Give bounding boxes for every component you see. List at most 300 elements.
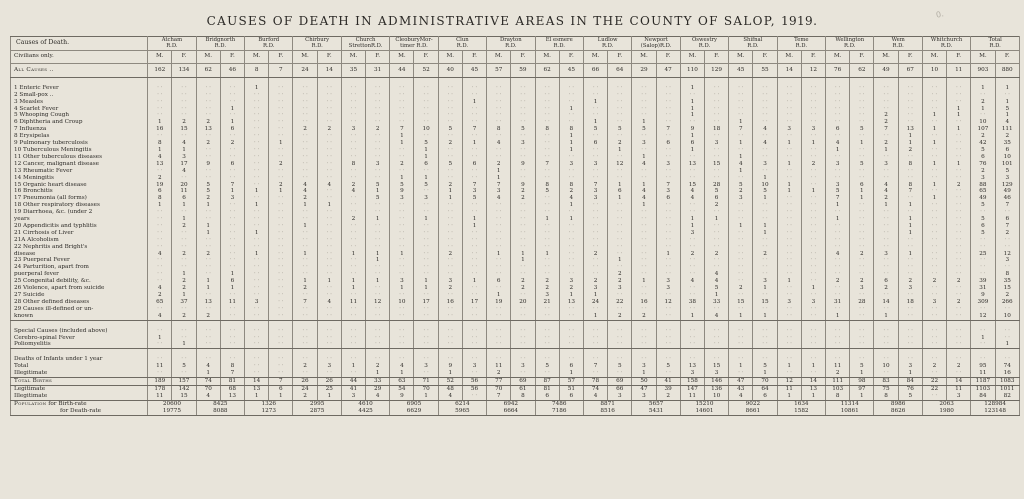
table-cell: 107 bbox=[971, 126, 995, 133]
table-cell: · · bbox=[874, 244, 898, 251]
table-cell: · · bbox=[317, 230, 341, 237]
table-cell: 5 bbox=[850, 363, 874, 370]
cause-label bbox=[11, 349, 148, 357]
table-cell: · · bbox=[148, 370, 172, 377]
table-cell: · · bbox=[317, 175, 341, 182]
table-cell: · · bbox=[777, 133, 801, 140]
table-cell bbox=[269, 320, 293, 328]
table-cell: · · bbox=[487, 264, 511, 271]
table-cell: · · bbox=[245, 244, 269, 251]
table-cell: · · bbox=[632, 237, 656, 244]
table-cell: · · bbox=[148, 341, 172, 348]
table-cell: 42 bbox=[971, 140, 995, 147]
table-cell: 2 bbox=[801, 161, 825, 168]
table-cell: · · bbox=[874, 209, 898, 216]
table-cell: 4 bbox=[680, 195, 704, 202]
male-header: M. bbox=[729, 50, 753, 63]
table-cell: · · bbox=[608, 244, 632, 251]
table-cell: 14 bbox=[947, 378, 971, 386]
table-cell: · · bbox=[704, 264, 728, 271]
table-cell: 3 bbox=[947, 393, 971, 400]
cause-label: All Causes .. bbox=[11, 63, 148, 77]
table-cell: 1 bbox=[559, 133, 583, 140]
table-cell: · · bbox=[220, 244, 244, 251]
table-cell: · · bbox=[511, 370, 535, 377]
table-cell: 2 bbox=[971, 168, 995, 175]
table-cell: 22 bbox=[922, 385, 946, 392]
population-row-deaths bbox=[11, 408, 1020, 415]
table-cell: · · bbox=[341, 341, 365, 348]
table-cell: · · bbox=[947, 313, 971, 320]
table-cell: 95 bbox=[971, 363, 995, 370]
table-cell: · · bbox=[826, 341, 850, 348]
table-cell: · · bbox=[559, 335, 583, 342]
table-cell: · · bbox=[971, 356, 995, 363]
table-cell: · · bbox=[632, 168, 656, 175]
table-cell: · · bbox=[704, 106, 728, 113]
table-cell: 5 bbox=[753, 188, 777, 195]
table-cell: 129 bbox=[704, 63, 728, 77]
table-cell: 3 bbox=[680, 230, 704, 237]
table-cell: · · bbox=[414, 313, 438, 320]
female-header: F. bbox=[559, 50, 583, 63]
table-cell: · · bbox=[220, 257, 244, 264]
table-cell: 7 bbox=[898, 188, 922, 195]
table-cell: 1 bbox=[511, 257, 535, 264]
table-cell: 4 bbox=[172, 168, 196, 175]
table-cell: 1 bbox=[293, 278, 317, 285]
table-cell: · · bbox=[559, 92, 583, 99]
table-cell: 1 bbox=[801, 393, 825, 400]
table-cell: 24 bbox=[293, 63, 317, 77]
district-header: Wellington R.D. bbox=[826, 37, 874, 51]
table-cell: 1 bbox=[826, 147, 850, 154]
table-cell: · · bbox=[293, 140, 317, 147]
table-cell: · · bbox=[729, 106, 753, 113]
table-cell: · · bbox=[317, 356, 341, 363]
table-cell: · · bbox=[704, 112, 728, 119]
male-header: M. bbox=[971, 50, 995, 63]
table-cell: 51 bbox=[559, 385, 583, 392]
table-cell: · · bbox=[535, 271, 559, 278]
table-cell: · · bbox=[269, 264, 293, 271]
table-cell: 1 bbox=[632, 154, 656, 161]
table-cell bbox=[874, 77, 898, 85]
table-cell: 5 bbox=[632, 126, 656, 133]
table-cell: 57 bbox=[559, 378, 583, 386]
table-cell bbox=[511, 77, 535, 85]
table-cell: · · bbox=[317, 92, 341, 99]
table-cell: 4 bbox=[680, 188, 704, 195]
table-cell: 1 bbox=[269, 140, 293, 147]
table-cell: · · bbox=[801, 209, 825, 216]
female-header: F. bbox=[753, 50, 777, 63]
infant-row bbox=[11, 363, 1020, 370]
table-cell: 1 bbox=[172, 147, 196, 154]
table-cell: · · bbox=[947, 223, 971, 230]
male-header: M. bbox=[487, 50, 511, 63]
table-cell: · · bbox=[535, 106, 559, 113]
table-cell: · · bbox=[366, 209, 390, 216]
table-cell: 2 bbox=[172, 119, 196, 126]
table-cell: 5 bbox=[995, 106, 1020, 113]
cause-label bbox=[11, 77, 148, 85]
table-cell: · · bbox=[729, 251, 753, 258]
population-cell: 6629 bbox=[390, 408, 438, 415]
table-cell: 56 bbox=[462, 385, 486, 392]
table-cell: · · bbox=[971, 341, 995, 348]
table-cell: 15 bbox=[753, 299, 777, 306]
table-cell: 4 bbox=[559, 195, 583, 202]
table-cell: · · bbox=[583, 244, 607, 251]
table-cell bbox=[317, 77, 341, 85]
table-cell: · · bbox=[583, 209, 607, 216]
table-cell: · · bbox=[317, 168, 341, 175]
table-cell: · · bbox=[269, 154, 293, 161]
table-cell: · · bbox=[995, 244, 1020, 251]
table-cell: · · bbox=[220, 264, 244, 271]
table-cell: 1 bbox=[366, 257, 390, 264]
table-cell: 11 bbox=[148, 393, 172, 400]
table-cell: 4 bbox=[632, 161, 656, 168]
table-cell: · · bbox=[462, 285, 486, 292]
table-cell: · · bbox=[583, 202, 607, 209]
district-header: Teme R.D. bbox=[777, 37, 825, 51]
table-cell bbox=[317, 349, 341, 357]
table-cell: · · bbox=[850, 341, 874, 348]
table-cell: 2 bbox=[729, 188, 753, 195]
table-cell: 2 bbox=[947, 363, 971, 370]
table-cell: 13 bbox=[898, 126, 922, 133]
table-cell: · · bbox=[317, 85, 341, 92]
table-cell: 10 bbox=[995, 154, 1020, 161]
table-cell: · · bbox=[438, 216, 462, 223]
table-cell: · · bbox=[511, 356, 535, 363]
table-cell: · · bbox=[583, 335, 607, 342]
table-cell: · · bbox=[632, 230, 656, 237]
table-cell: · · bbox=[947, 237, 971, 244]
table-cell: 7 bbox=[995, 223, 1020, 230]
table-cell: 15 bbox=[680, 182, 704, 189]
table-cell: · · bbox=[608, 328, 632, 335]
table-cell: 2 bbox=[704, 202, 728, 209]
table-cell: · · bbox=[390, 106, 414, 113]
table-cell: · · bbox=[729, 306, 753, 313]
table-cell: 47 bbox=[729, 378, 753, 386]
table-cell: · · bbox=[608, 154, 632, 161]
table-row bbox=[11, 264, 1020, 271]
table-cell: 49 bbox=[874, 63, 898, 77]
table-cell: 6 bbox=[826, 126, 850, 133]
table-cell: · · bbox=[680, 292, 704, 299]
table-cell: · · bbox=[269, 230, 293, 237]
table-cell bbox=[535, 320, 559, 328]
table-cell: · · bbox=[559, 230, 583, 237]
table-cell: 31 bbox=[971, 285, 995, 292]
table-cell: · · bbox=[196, 209, 220, 216]
table-cell bbox=[656, 349, 680, 357]
table-cell: · · bbox=[898, 99, 922, 106]
cause-label: years bbox=[11, 216, 148, 223]
table-cell: · · bbox=[922, 223, 946, 230]
table-cell: · · bbox=[462, 271, 486, 278]
table-cell: · · bbox=[172, 356, 196, 363]
table-cell: 1 bbox=[777, 393, 801, 400]
legitimate-births-row bbox=[11, 385, 1020, 392]
table-row bbox=[11, 313, 1020, 320]
table-cell: · · bbox=[826, 285, 850, 292]
table-cell: 1 bbox=[583, 313, 607, 320]
table-cell bbox=[438, 349, 462, 357]
female-header: F. bbox=[366, 50, 390, 63]
table-cell: · · bbox=[947, 202, 971, 209]
table-cell: 3 bbox=[341, 393, 365, 400]
table-cell: · · bbox=[704, 119, 728, 126]
table-cell: · · bbox=[874, 341, 898, 348]
table-cell: · · bbox=[438, 202, 462, 209]
table-cell: · · bbox=[462, 251, 486, 258]
table-cell: 178 bbox=[148, 385, 172, 392]
table-cell: · · bbox=[462, 119, 486, 126]
table-cell: · · bbox=[753, 99, 777, 106]
table-cell: 88 bbox=[971, 182, 995, 189]
table-cell: 18 bbox=[704, 126, 728, 133]
table-cell: · · bbox=[898, 92, 922, 99]
district-header: Newport (Salop)R.D. bbox=[632, 37, 680, 51]
table-cell: · · bbox=[511, 264, 535, 271]
table-cell: 2 bbox=[874, 285, 898, 292]
table-cell: 3 bbox=[462, 363, 486, 370]
table-cell: 1 bbox=[680, 147, 704, 154]
table-cell bbox=[729, 320, 753, 328]
table-cell: · · bbox=[245, 92, 269, 99]
table-cell: · · bbox=[293, 370, 317, 377]
table-cell: · · bbox=[608, 202, 632, 209]
table-cell: · · bbox=[487, 147, 511, 154]
table-cell: · · bbox=[438, 119, 462, 126]
table-cell: 2 bbox=[511, 278, 535, 285]
table-cell: 2 bbox=[390, 161, 414, 168]
table-cell: · · bbox=[390, 328, 414, 335]
table-cell: · · bbox=[850, 202, 874, 209]
table-cell: 5 bbox=[704, 188, 728, 195]
table-cell: · · bbox=[559, 341, 583, 348]
table-cell: 62 bbox=[850, 63, 874, 77]
table-cell: · · bbox=[753, 257, 777, 264]
table-cell: · · bbox=[729, 264, 753, 271]
table-cell bbox=[245, 349, 269, 357]
table-cell: · · bbox=[850, 244, 874, 251]
table-cell: 1 bbox=[462, 99, 486, 106]
table-cell: · · bbox=[535, 112, 559, 119]
table-cell: · · bbox=[220, 147, 244, 154]
table-cell: · · bbox=[317, 223, 341, 230]
table-cell: 81 bbox=[535, 385, 559, 392]
table-cell: 2 bbox=[317, 126, 341, 133]
table-cell: 3 bbox=[729, 195, 753, 202]
table-cell: 2 bbox=[148, 292, 172, 299]
population-cell: 2875 bbox=[293, 408, 341, 415]
male-header: M. bbox=[293, 50, 317, 63]
table-cell: · · bbox=[922, 370, 946, 377]
table-cell: · · bbox=[511, 306, 535, 313]
table-cell: · · bbox=[656, 356, 680, 363]
table-cell: 1 bbox=[753, 223, 777, 230]
table-cell: · · bbox=[414, 335, 438, 342]
table-cell: · · bbox=[947, 188, 971, 195]
table-cell: 2 bbox=[559, 285, 583, 292]
table-cell: · · bbox=[535, 140, 559, 147]
table-cell: · · bbox=[753, 168, 777, 175]
table-cell: · · bbox=[414, 237, 438, 244]
table-cell: 5 bbox=[390, 182, 414, 189]
table-cell: · · bbox=[632, 223, 656, 230]
table-cell: · · bbox=[729, 292, 753, 299]
table-cell: · · bbox=[777, 209, 801, 216]
table-cell: · · bbox=[632, 285, 656, 292]
table-cell: · · bbox=[826, 133, 850, 140]
population-cell: 128984 bbox=[971, 400, 1020, 407]
table-cell: · · bbox=[583, 237, 607, 244]
table-cell: 66 bbox=[583, 63, 607, 77]
male-header: M. bbox=[535, 50, 559, 63]
table-cell: 1 bbox=[341, 251, 365, 258]
table-cell: · · bbox=[874, 133, 898, 140]
table-cell: · · bbox=[583, 106, 607, 113]
table-cell: 2 bbox=[293, 195, 317, 202]
table-cell: 2 bbox=[535, 278, 559, 285]
table-cell: · · bbox=[947, 99, 971, 106]
cause-label: puerperal fever bbox=[11, 271, 148, 278]
table-cell: · · bbox=[366, 119, 390, 126]
table-cell: 12 bbox=[801, 63, 825, 77]
table-cell: · · bbox=[511, 223, 535, 230]
table-cell: · · bbox=[826, 271, 850, 278]
table-cell: · · bbox=[245, 264, 269, 271]
table-cell: 4 bbox=[826, 140, 850, 147]
table-cell: · · bbox=[680, 356, 704, 363]
table-cell: 1 bbox=[632, 278, 656, 285]
table-cell: · · bbox=[704, 335, 728, 342]
table-cell: · · bbox=[535, 168, 559, 175]
table-cell bbox=[632, 349, 656, 357]
table-cell: · · bbox=[583, 85, 607, 92]
table-cell: · · bbox=[898, 271, 922, 278]
table-cell: · · bbox=[850, 313, 874, 320]
table-cell: · · bbox=[656, 328, 680, 335]
table-cell bbox=[390, 320, 414, 328]
table-cell: 1 bbox=[777, 182, 801, 189]
table-cell: · · bbox=[874, 264, 898, 271]
table-cell: 2 bbox=[269, 182, 293, 189]
table-cell: · · bbox=[366, 133, 390, 140]
table-cell: · · bbox=[995, 335, 1020, 342]
table-cell: 1 bbox=[196, 202, 220, 209]
table-cell: · · bbox=[850, 230, 874, 237]
table-cell: · · bbox=[729, 244, 753, 251]
table-cell: 3 bbox=[341, 126, 365, 133]
table-cell: 1 bbox=[438, 195, 462, 202]
table-cell: · · bbox=[462, 370, 486, 377]
table-cell: · · bbox=[245, 216, 269, 223]
table-cell: 6 bbox=[414, 161, 438, 168]
table-cell: · · bbox=[245, 257, 269, 264]
table-cell: · · bbox=[729, 133, 753, 140]
population-cell: 8871 bbox=[583, 400, 631, 407]
table-cell: 3 bbox=[390, 195, 414, 202]
table-cell: · · bbox=[559, 328, 583, 335]
table-cell: · · bbox=[874, 223, 898, 230]
district-header: Wem R.D. bbox=[874, 37, 922, 51]
table-cell: 15 bbox=[704, 363, 728, 370]
table-cell: · · bbox=[729, 99, 753, 106]
table-cell: 1 bbox=[971, 335, 995, 342]
table-cell bbox=[535, 77, 559, 85]
table-cell: · · bbox=[559, 168, 583, 175]
table-cell: 5 bbox=[826, 188, 850, 195]
table-cell: 62 bbox=[535, 63, 559, 77]
table-cell: 19 bbox=[487, 299, 511, 306]
table-cell: 68 bbox=[220, 385, 244, 392]
cause-label: Cerebro-spinal Fever bbox=[11, 335, 148, 342]
table-cell: · · bbox=[462, 92, 486, 99]
table-cell: · · bbox=[753, 154, 777, 161]
table-cell: · · bbox=[656, 370, 680, 377]
table-cell bbox=[753, 349, 777, 357]
table-cell: 16 bbox=[995, 370, 1020, 377]
table-cell: 1 bbox=[196, 230, 220, 237]
table-cell: · · bbox=[874, 292, 898, 299]
table-cell: · · bbox=[898, 209, 922, 216]
table-row bbox=[11, 292, 1020, 299]
table-cell: 189 bbox=[148, 378, 172, 386]
female-header: F. bbox=[995, 50, 1020, 63]
table-cell bbox=[608, 77, 632, 85]
table-cell: 1 bbox=[680, 133, 704, 140]
table-cell: · · bbox=[680, 335, 704, 342]
table-row bbox=[11, 112, 1020, 119]
table-cell: 2 bbox=[293, 393, 317, 400]
table-cell: · · bbox=[269, 216, 293, 223]
cause-label: 8 Erysipelas bbox=[11, 133, 148, 140]
table-cell: · · bbox=[874, 271, 898, 278]
table-cell: · · bbox=[559, 119, 583, 126]
table-cell bbox=[341, 349, 365, 357]
table-cell: · · bbox=[438, 313, 462, 320]
table-cell: · · bbox=[390, 223, 414, 230]
table-cell: 16 bbox=[438, 299, 462, 306]
table-cell: 1 bbox=[777, 161, 801, 168]
table-cell: 8 bbox=[511, 393, 535, 400]
table-cell: 1 bbox=[753, 175, 777, 182]
table-cell bbox=[583, 349, 607, 357]
table-cell: 84 bbox=[898, 378, 922, 386]
table-cell: · · bbox=[390, 99, 414, 106]
population-cell: 14601 bbox=[680, 408, 728, 415]
table-cell: · · bbox=[341, 168, 365, 175]
table-cell: · · bbox=[172, 306, 196, 313]
table-cell: · · bbox=[414, 292, 438, 299]
table-row bbox=[11, 202, 1020, 209]
table-cell: 10 bbox=[874, 363, 898, 370]
table-cell: 2 bbox=[487, 370, 511, 377]
table-cell: · · bbox=[850, 264, 874, 271]
table-cell: · · bbox=[922, 85, 946, 92]
table-row bbox=[11, 182, 1020, 189]
table-cell bbox=[898, 320, 922, 328]
cause-label: Total Births bbox=[11, 378, 148, 386]
table-cell: · · bbox=[947, 251, 971, 258]
